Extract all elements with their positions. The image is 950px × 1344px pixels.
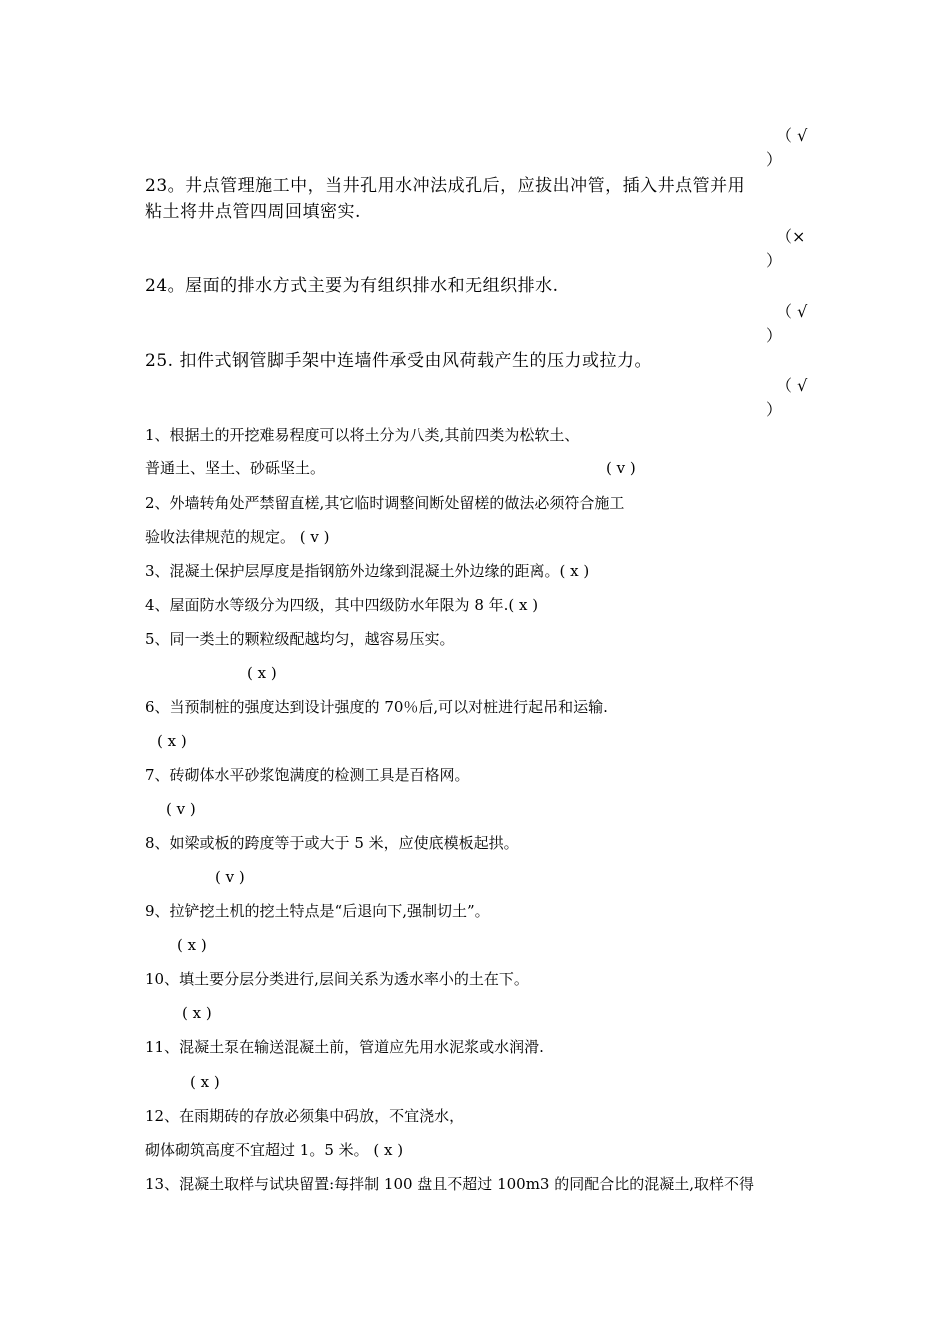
question-8: 8、如梁或板的跨度等于或大于 5 米，应使底模板起拱。 xyxy=(145,834,519,852)
answer-open-24: （ √ xyxy=(776,302,808,321)
question-5: 5、同一类土的颗粒级配越均匀，越容易压实。 xyxy=(145,630,455,648)
question-6: 6、当预制桩的强度达到设计强度的 70％后,可以对桩进行起吊和运输. xyxy=(145,698,608,716)
question-2-line-2: 验收法律规范的规定。 ( v ) xyxy=(145,528,330,546)
answer-open-25: （ √ xyxy=(776,376,808,395)
question-1-line-1: 1、根据土的开挖难易程度可以将土分为八类,其前四类为松软土、 xyxy=(145,426,580,444)
question-23-line-2: 粘土将井点管四周回填密实. xyxy=(145,202,361,222)
answer-8: ( v ) xyxy=(215,868,245,886)
answer-1: ( v ) xyxy=(606,459,636,477)
question-2-line-1: 2、外墙转角处严禁留直槎,其它临时调整间断处留槎的做法必须符合施工 xyxy=(145,494,625,512)
question-9: 9、拉铲挖土机的挖土特点是“后退向下,强制切土”。 xyxy=(145,902,490,920)
question-3: 3、混凝土保护层厚度是指钢筋外边缘到混凝土外边缘的距离。( x ) xyxy=(145,562,590,580)
question-12-line-1: 12、在雨期砖的存放必须集中码放，不宜浇水， xyxy=(145,1107,465,1125)
answer-7: ( v ) xyxy=(166,800,196,818)
answer-close-23: ） xyxy=(766,251,783,270)
answer-open-23: （× xyxy=(776,227,806,246)
question-23-line-1: 23。井点管理施工中，当井孔用水冲法成孔后，应拔出冲管，插入井点管并用 xyxy=(145,176,746,196)
answer-close-25: ） xyxy=(766,400,783,419)
question-1-line-2: 普通土、坚土、砂砾坚土。 xyxy=(145,459,326,477)
question-13: 13、混凝土取样与试块留置:每拌制 100 盘且不超过 100m3 的同配合比的混凝土,取样不得 xyxy=(145,1175,755,1193)
answer-11: ( x ) xyxy=(190,1073,220,1091)
answer-close-24: ） xyxy=(766,326,783,345)
question-7: 7、砖砌体水平砂浆饱满度的检测工具是百格网。 xyxy=(145,766,470,784)
answer-6: ( x ) xyxy=(157,732,187,750)
question-11: 11、混凝土泵在输送混凝土前，管道应先用水泥浆或水润滑. xyxy=(145,1038,544,1056)
answer-9: ( x ) xyxy=(177,936,207,954)
question-12-line-2: 砌体砌筑高度不宜超过 1。5 米。 ( x ) xyxy=(145,1141,404,1159)
question-4: 4、屋面防水等级分为四级，其中四级防水年限为 8 年.( x ) xyxy=(145,596,539,614)
question-24: 24。屋面的排水方式主要为有组织排水和无组织排水. xyxy=(145,276,559,296)
answer-close-22: ） xyxy=(766,150,783,169)
answer-open-22: （ √ xyxy=(776,126,808,145)
answer-10: ( x ) xyxy=(182,1004,212,1022)
answer-5: ( x ) xyxy=(247,664,277,682)
question-25: 25. 扣件式钢管脚手架中连墙件承受由风荷载产生的压力或拉力。 xyxy=(145,351,652,371)
question-10: 10、填土要分层分类进行,层间关系为透水率小的土在下。 xyxy=(145,970,529,988)
